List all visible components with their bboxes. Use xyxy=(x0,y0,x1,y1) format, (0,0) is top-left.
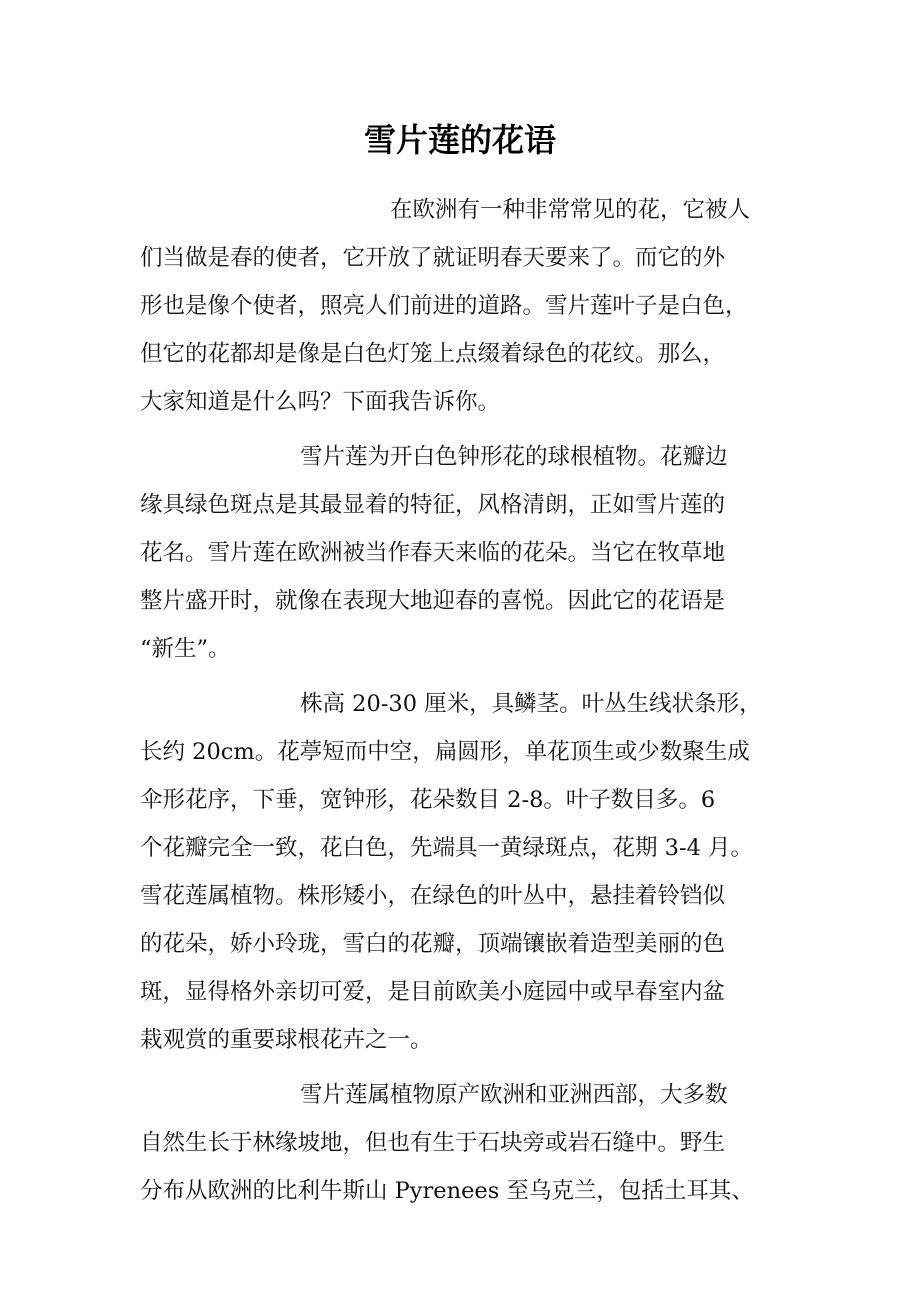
paragraph-line: “新生”。 xyxy=(140,636,231,662)
paragraph-line: 株高 20-30 厘米，具鳞茎。叶丛生线状条形， xyxy=(300,691,762,717)
paragraph-line: 分布从欧洲的比利牛斯山 Pyrenees 至乌克兰，包括土耳其、 xyxy=(140,1178,754,1204)
paragraph-line: 雪花莲属植物。株形矮小，在绿色的叶丛中，悬挂着铃铛似 xyxy=(140,883,726,909)
paragraph-description xyxy=(140,680,790,1064)
paragraph-line: 形也是像个使者，照亮人们前进的道路。雪片莲叶子是白色， xyxy=(140,293,748,319)
paragraph-intro xyxy=(140,186,790,426)
paragraph-line: 们当做是春的使者，它开放了就证明春天要来了。而它的外 xyxy=(140,245,726,271)
paragraph-line: 但它的花都却是像是白色灯笼上点缀着绿色的花纹。那么， xyxy=(140,341,726,367)
paragraph-line: 花名。雪片莲在欧洲被当作春天来临的花朵。当它在牧草地 xyxy=(140,540,726,566)
paragraph-line: 斑，显得格外亲切可爱，是目前欧美小庭园中或早春室内盆 xyxy=(140,979,726,1005)
paragraph-line: 大家知道是什么吗？下面我告诉你。 xyxy=(140,389,501,415)
paragraph-line: 在欧洲有一种非常常见的花，它被人 xyxy=(390,197,751,223)
paragraph-line: 的花朵，娇小玲珑，雪白的花瓣，顶端镶嵌着造型美丽的色 xyxy=(140,931,726,957)
paragraph-line: 个花瓣完全一致，花白色，先端具一黄绿斑点，花期 3-4 月。 xyxy=(140,835,754,861)
paragraph-line: 伞形花序，下垂，宽钟形，花朵数目 2-8。叶子数目多。6 xyxy=(140,787,716,813)
paragraph-line: 雪片莲属植物原产欧洲和亚洲西部，大多数 xyxy=(300,1082,728,1108)
paragraph-line: 长约 20cm。花葶短而中空，扁圆形，单花顶生或少数聚生成 xyxy=(140,739,750,765)
paragraph-meaning xyxy=(140,433,790,673)
paragraph-line: 栽观赏的重要球根花卉之一。 xyxy=(140,1027,433,1053)
paragraph-line: 整片盛开时，就像在表现大地迎春的喜悦。因此它的花语是 xyxy=(140,588,726,614)
paragraph-line: 缘具绿色斑点是其最显着的特征，风格清朗，正如雪片莲的 xyxy=(140,492,726,518)
document-body xyxy=(140,186,790,1215)
document-title: 雪片莲的花语 xyxy=(363,121,556,159)
paragraph-line: 雪片莲为开白色钟形花的球根植物。花瓣边 xyxy=(300,444,728,470)
paragraph-line: 自然生长于林缘坡地，但也有生于石块旁或岩石缝中。野生 xyxy=(140,1130,726,1156)
paragraph-origin xyxy=(140,1071,790,1215)
